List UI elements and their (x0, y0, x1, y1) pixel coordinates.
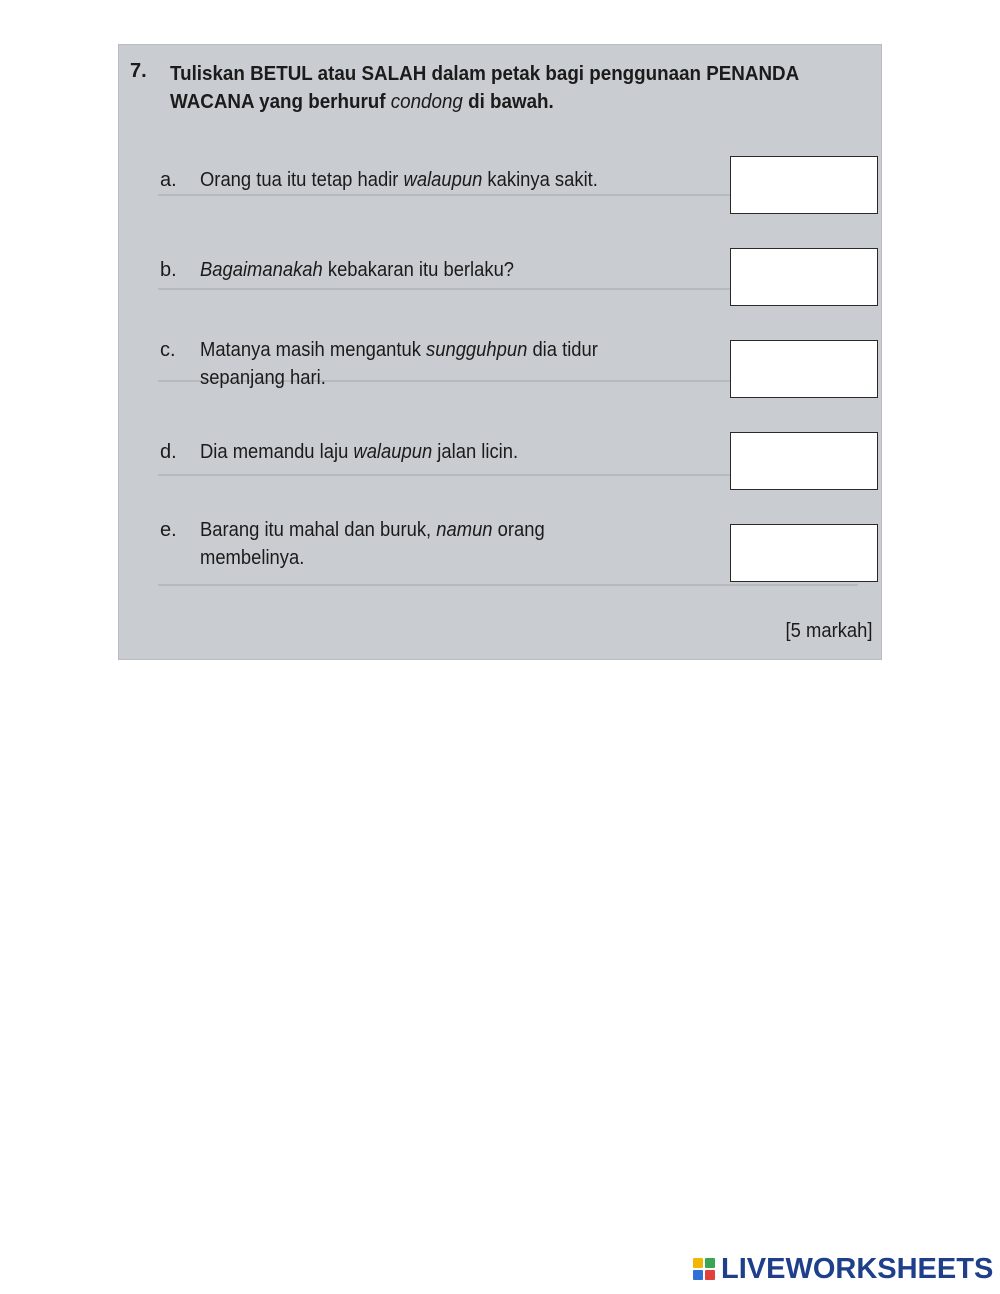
discourse-marker: walaupun (403, 169, 483, 191)
instruction-italic-word: condong (390, 91, 463, 113)
instruction-line-2c: di bawah. (462, 91, 554, 113)
item-letter: b. (160, 259, 177, 281)
item-letter: a. (160, 169, 177, 191)
item-text: kebakaran itu berlaku? (322, 259, 515, 281)
instruction-line-2a: WACANA yang berhuruf (170, 91, 391, 113)
item-text-line-2: membelinya. (200, 547, 305, 569)
answer-box-d[interactable] (730, 432, 878, 490)
item-letter: c. (160, 339, 176, 361)
question-number: 7. (130, 60, 147, 82)
item-text: orang (492, 519, 545, 541)
item-text: Matanya masih mengantuk (200, 339, 427, 361)
instruction-line-1: Tuliskan BETUL atau SALAH dalam petak bagi penggunaan PENANDA (170, 63, 800, 85)
discourse-marker: namun (436, 519, 493, 541)
liveworksheets-logo (693, 1252, 993, 1286)
answer-box-a[interactable] (730, 156, 878, 214)
logo-text: LIVEWORKSHEETS (721, 1252, 994, 1285)
question-instruction (170, 60, 837, 116)
item-text: dia tidur (527, 339, 598, 361)
item-a (160, 166, 598, 194)
bleed-through-line (158, 584, 858, 586)
answer-box-c[interactable] (730, 340, 878, 398)
item-d (160, 438, 519, 466)
item-text: Barang itu mahal dan buruk, (200, 519, 437, 541)
discourse-marker: sungguhpun (426, 339, 528, 361)
total-marks: [5 markah] (785, 620, 872, 642)
item-b (160, 256, 515, 284)
answer-box-e[interactable] (730, 524, 878, 582)
item-text-line-2: sepanjang hari. (200, 367, 326, 389)
item-letter: e. (160, 519, 177, 541)
liveworksheets-logo-icon (693, 1258, 715, 1280)
item-text: Orang tua itu tetap hadir (200, 169, 404, 191)
item-text: kakinya sakit. (482, 169, 598, 191)
discourse-marker: Bagaimanakah (200, 259, 323, 281)
item-text: Dia memandu laju (200, 441, 354, 463)
discourse-marker: walaupun (353, 441, 433, 463)
item-c (160, 336, 598, 389)
item-letter: d. (160, 441, 177, 463)
item-text: jalan licin. (432, 441, 519, 463)
worksheet-photo (118, 44, 882, 660)
item-e (160, 516, 545, 569)
answer-box-b[interactable] (730, 248, 878, 306)
